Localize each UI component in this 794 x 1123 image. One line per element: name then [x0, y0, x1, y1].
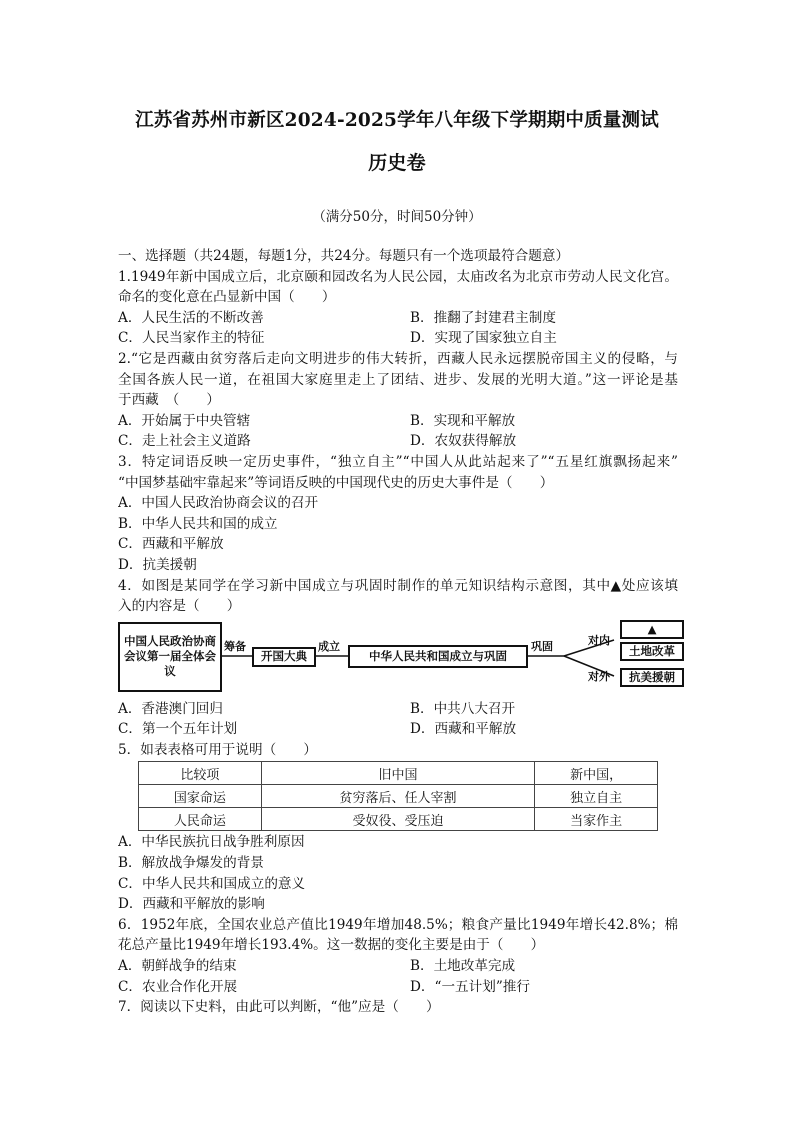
- q6-line-1: 6．1952年底，全国农业总产值比1949年增加48.5%；粮食产量比1949年增长42.8%；棉: [118, 916, 678, 933]
- structure-diagram: [118, 620, 678, 698]
- table-cell: 受奴役、受压迫: [261, 808, 534, 831]
- q4-option-c: C．第一个五年计划: [118, 721, 238, 738]
- q3-option-d: D．抗美援朝: [118, 556, 197, 573]
- q1-line-2: 命名的变化意在凸显新中国（ ）: [118, 289, 336, 306]
- diagram-box-land-reform: 土地改革: [620, 642, 684, 661]
- q1-option-c: C．人民当家作主的特征: [118, 330, 265, 347]
- q6-line-2: 花总产量比1949年增长193.4%。这一数据的变化主要是由于（ ）: [118, 937, 545, 954]
- exam-subject: 历史卷: [368, 152, 426, 174]
- diagram-label-foreign: 对外: [588, 669, 610, 683]
- diagram-box-founding-ceremony: 开国大典: [252, 647, 316, 667]
- table-cell: 贫穷落后、任人宰割: [261, 785, 534, 808]
- diagram-box-cppcc: 中国人民政治协商会议第一届全体会议: [118, 622, 222, 692]
- section-heading: 一、选择题（共24题，每题1分，共24分。每题只有一个选项最符合题意）: [118, 248, 570, 264]
- q5-option-b: B．解放战争爆发的背景: [118, 855, 264, 872]
- q4-line-1: 4．如图是某同学在学习新中国成立与巩固时制作的单元知识结构示意图，其中▲处应该填: [118, 577, 678, 594]
- diagram-label-establish: 成立: [318, 639, 340, 653]
- table-row: [139, 785, 658, 808]
- q4-options-row-2: [118, 719, 678, 740]
- exam-title: 江苏省苏州市新区2024-2025学年八年级下学期期中质量测试: [135, 110, 659, 131]
- q2-option-d: D．农奴获得解放: [410, 433, 517, 450]
- q5-option-a: A．中华民族抗日战争胜利原因: [118, 834, 305, 851]
- q4-option-a: A．香港澳门回归: [118, 700, 223, 717]
- q3-line-1: 3．特定词语反映一定历史事件，“独立自主”“中国人从此站起来了”“五星红旗飘扬起来”: [118, 453, 678, 470]
- table-row: [139, 808, 658, 831]
- table-cell: 人民命运: [139, 808, 262, 831]
- q1-option-a: A．人民生活的不断改善: [118, 309, 264, 326]
- table-header-cell: 旧中国: [261, 762, 534, 785]
- q3-option-b: B．中华人民共和国的成立: [118, 515, 278, 532]
- q1-option-b: B．推翻了封建君主制度: [410, 309, 556, 326]
- q6-option-a: A．朝鲜战争的结束: [118, 958, 237, 975]
- diagram-label-prepare: 筹备: [224, 639, 246, 653]
- q6-option-d: D．“一五计划”推行: [410, 978, 530, 995]
- q2-line-3: 于西藏 （ ）: [118, 392, 220, 409]
- q3-option-a: A．中国人民政治协商会议的召开: [118, 495, 319, 512]
- q1-line-1: 1.1949年新中国成立后，北京颐和园改名为人民公园，太庙改名为北京市劳动人民文化宫。: [118, 268, 678, 285]
- q2-option-a: A．开始属于中央管辖: [118, 412, 251, 429]
- q1-options-row-2: [118, 328, 678, 349]
- q5-option-c: C．中华人民共和国成立的意义: [118, 875, 306, 892]
- exam-note: （满分50分，时间50分钟）: [312, 209, 482, 225]
- q2-option-b: B．实现和平解放: [410, 412, 516, 429]
- q6-option-b: B．土地改革完成: [410, 958, 516, 975]
- q2-options-row-2: [118, 431, 678, 452]
- diagram-box-korean-war: 抗美援朝: [620, 668, 684, 687]
- q5-line-1: 5．如表表格可用于说明（ ）: [118, 741, 317, 758]
- q4-option-b: B．中共八大召开: [410, 700, 516, 717]
- diagram-box-blank: ▲: [620, 620, 684, 639]
- q4-options-row-1: [118, 699, 678, 720]
- question-list: [118, 246, 678, 1018]
- table-header-cell: 比较项: [139, 762, 262, 785]
- q5-option-d: D．西藏和平解放的影响: [118, 896, 265, 913]
- table-header-cell: 新中国，: [535, 762, 658, 785]
- q1-options-row-1: [118, 308, 678, 329]
- q6-options-row-1: [118, 956, 678, 977]
- table-header-row: [139, 762, 658, 785]
- q2-line-1: 2.“它是西藏由贫穷落后走向文明进步的伟大转折，西藏人民永远摆脱帝国主义的侵略，与: [118, 350, 678, 367]
- q3-line-2: “中国梦基础牢靠起来”等词语反映的中国现代史的历史大事件是（ ）: [118, 474, 554, 491]
- q1-option-d: D．实现了国家独立自主: [410, 330, 557, 347]
- q4-line-2: 入的内容是（ ）: [118, 598, 241, 615]
- q3-option-c: C．西藏和平解放: [118, 536, 224, 553]
- q6-options-row-2: [118, 977, 678, 998]
- table-cell: 独立自主: [535, 785, 658, 808]
- table-cell: 国家命运: [139, 785, 262, 808]
- q6-option-c: C．农业合作化开展: [118, 978, 238, 995]
- q2-line-2: 全国各族人民一道，在祖国大家庭里走上了团结、进步、发展的光明大道。”这一评论是基: [118, 371, 678, 388]
- table-cell: 当家作主: [535, 808, 658, 831]
- diagram-box-prc: 中华人民共和国成立与巩固: [348, 645, 528, 668]
- q2-option-c: C．走上社会主义道路: [118, 433, 251, 450]
- diagram-label-consolidate: 巩固: [531, 639, 553, 653]
- q7-line-1: 7．阅读以下史料，由此可以判断，“他”应是（ ）: [118, 999, 440, 1016]
- comparison-table: [138, 761, 658, 831]
- q2-options-row-1: [118, 411, 678, 432]
- diagram-label-domestic: 对内: [588, 633, 610, 647]
- q4-option-d: D．西藏和平解放: [410, 721, 517, 738]
